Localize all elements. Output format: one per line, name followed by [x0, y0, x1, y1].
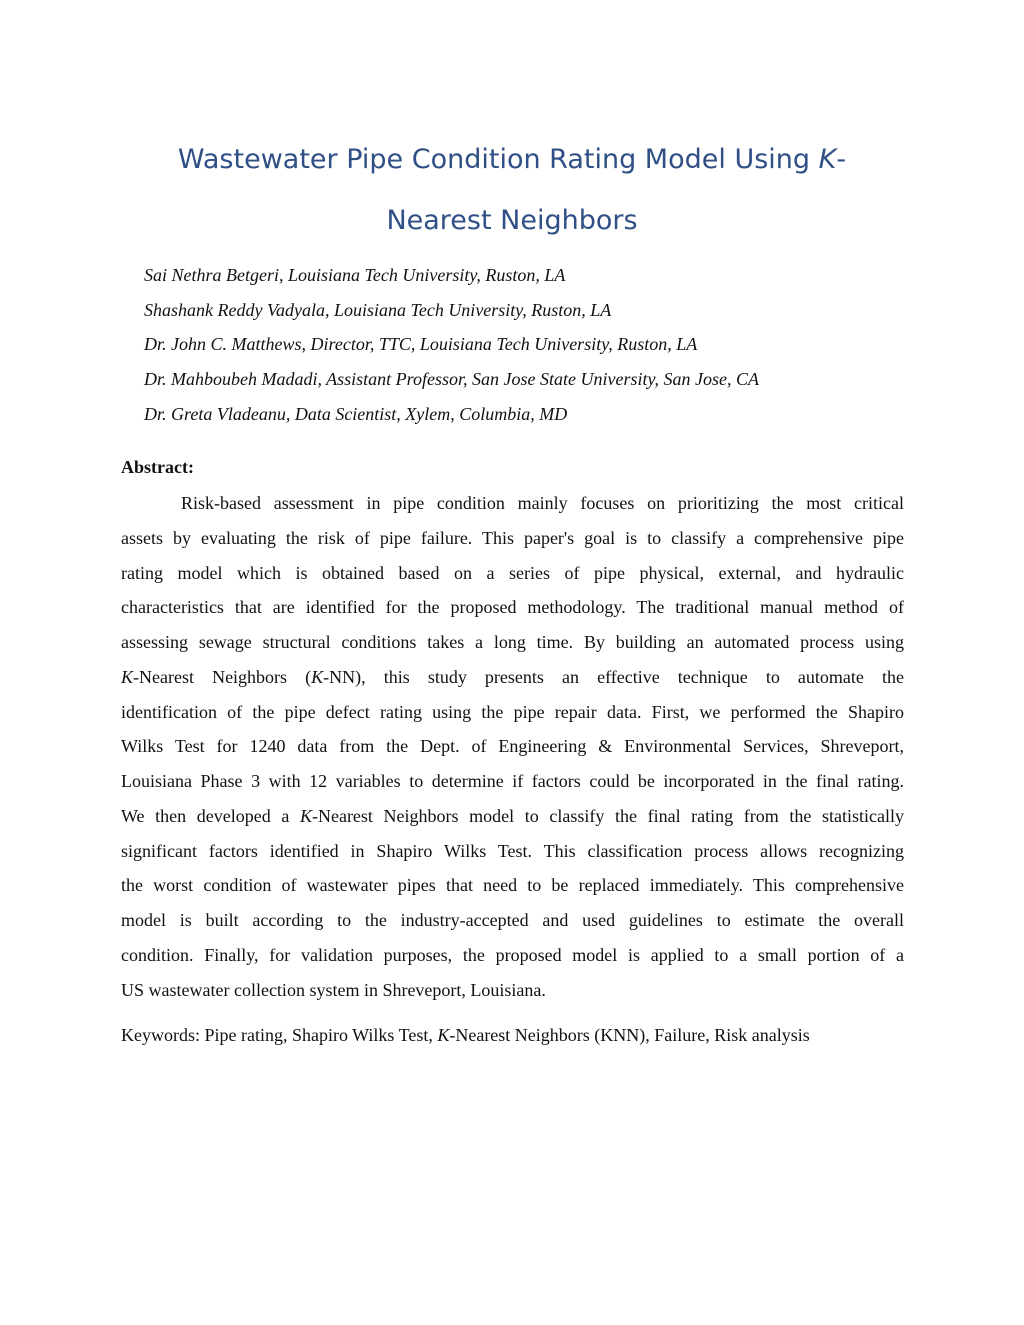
abstract-line: Wilks Test for 1240 data from the Dept. of Engineering & Environmental Services, Shreveport, [121, 736, 904, 757]
abstract-body [121, 490, 904, 1011]
abstract-line: rating model which is obtained based on a series of pipe physical, external, and hydraulic [121, 562, 904, 583]
variable-k: K [121, 666, 134, 687]
author-line: Dr. Mahboubeh Madadi, Assistant Professor, San Jose State University, San Jose, CA [144, 369, 759, 390]
abstract-heading: Abstract: [121, 457, 194, 477]
abstract-text: -Nearest Neighbors model to classify the final rating from the statistically [311, 805, 904, 826]
variable-k: K [299, 805, 312, 826]
abstract-line: US wastewater collection system in Shreveport, Louisiana. [121, 979, 546, 1000]
title-variable-k: K [818, 144, 837, 175]
abstract-line-knn-model [121, 803, 904, 838]
keywords-text: Keywords: Pipe rating, Shapiro Wilks Test, [121, 1025, 438, 1045]
abstract-line: Risk-based assessment in pipe condition mainly focuses on prioritizing the most critical [181, 493, 904, 513]
abstract-line: model is built according to the industry-accepted and used guidelines to estimate the overall [121, 910, 904, 931]
title-text-prefix: Wastewater Pipe Condition Rating Model Using [177, 144, 819, 175]
variable-k: K [311, 666, 324, 687]
keywords-line [121, 1025, 810, 1046]
author-line: Sai Nethra Betgeri, Louisiana Tech University, Ruston, LA [144, 265, 566, 285]
author-line: Dr. John C. Matthews, Director, TTC, Louisiana Tech University, Ruston, LA [144, 334, 698, 355]
keywords-text: -Nearest Neighbors (KNN), Failure, Risk analysis [449, 1025, 810, 1045]
paper-title-line-1 [120, 144, 904, 175]
title-text-hyphen: - [836, 144, 847, 175]
abstract-line: assessing sewage structural conditions takes a long time. By building an automated process using [121, 632, 904, 653]
abstract-text: We then developed a [121, 805, 300, 826]
abstract-line: the worst condition of wastewater pipes that need to be replaced immediately. This comprehensive [121, 875, 904, 896]
author-line: Dr. Greta Vladeanu, Data Scientist, Xylem, Columbia, MD [144, 403, 568, 424]
abstract-text: -Nearest Neighbors ( [133, 666, 312, 687]
abstract-line-knn [121, 664, 904, 699]
abstract-line: Louisiana Phase 3 with 12 variables to determine if factors could be incorporated in the final rating. [121, 771, 904, 792]
paper-title-line-2: Nearest Neighbors [386, 205, 638, 236]
abstract-text: -NN), this study presents an effective technique to automate the [323, 666, 904, 687]
author-line: Shashank Reddy Vadyala, Louisiana Tech University, Ruston, LA [144, 299, 612, 320]
abstract-line: condition. Finally, for validation purposes, the proposed model is applied to a small portion of a [121, 944, 904, 965]
variable-k: K [437, 1025, 450, 1045]
author-list [144, 262, 759, 435]
abstract-line: assets by evaluating the risk of pipe failure. This paper's goal is to classify a comprehensive pipe [121, 527, 904, 548]
abstract-line: characteristics that are identified for the proposed methodology. The traditional manual method of [121, 597, 904, 618]
abstract-line: significant factors identified in Shapiro Wilks Test. This classification process allows recognizing [121, 840, 904, 861]
abstract-line: identification of the pipe defect rating using the pipe repair data. First, we performed the Shapiro [121, 701, 904, 722]
